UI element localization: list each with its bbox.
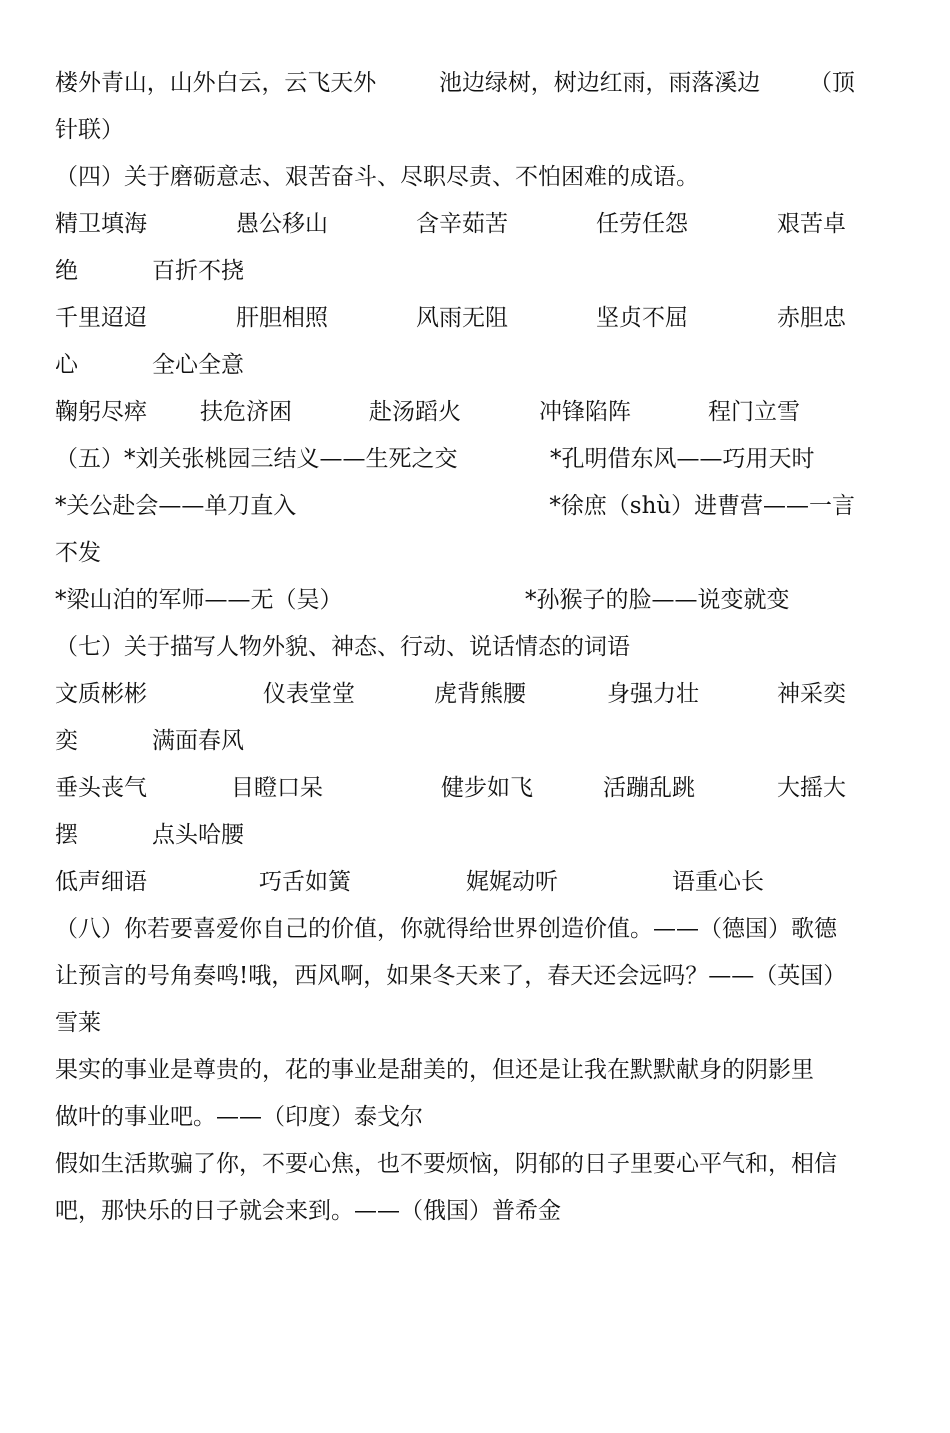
phrase-row (55, 671, 855, 718)
quote-line (55, 953, 855, 1000)
phrase: 低声细语 (55, 869, 147, 895)
couplet-type-label-end: 针联） (55, 117, 124, 143)
idiom: 愚公移山 (236, 211, 328, 237)
phrase-row (55, 765, 855, 812)
phrase-fragment: 摆 (55, 822, 78, 848)
quote-line (55, 1000, 855, 1047)
phrase: 文质彬彬 (55, 681, 147, 707)
phrase: 神采奕 (777, 681, 846, 707)
quote-text: 假如生活欺骗了你，不要心焦，也不要烦恼，阴郁的日子里要心平气和，相信 (55, 1151, 837, 1177)
phrase: 目瞪口呆 (231, 775, 323, 801)
phrase: 巧舌如簧 (259, 869, 351, 895)
idiom: 风雨无阻 (416, 305, 508, 331)
allegory: *徐庶（shù）进曹营——一言 (549, 493, 855, 519)
idiom-row (55, 342, 855, 389)
section-7-heading (55, 624, 855, 671)
idiom-fragment: 心 (55, 352, 78, 378)
quote-text: 吧，那快乐的日子就会来到。——（俄国）普希金 (55, 1198, 561, 1224)
couplet-type-label: （顶 (809, 70, 855, 96)
allegory: *孙猴子的脸——说变就变 (525, 587, 790, 613)
idiom: 赴汤蹈火 (369, 399, 461, 425)
quote-line (55, 906, 855, 953)
phrase-row (55, 812, 855, 859)
allegory-fragment: 不发 (55, 540, 101, 566)
idiom: 百折不挠 (152, 258, 244, 284)
idiom: 鞠躬尽瘁 (55, 399, 147, 425)
idiom: 任劳任怨 (596, 211, 688, 237)
couplet-second-part: 池边绿树，树边红雨，雨落溪边 (439, 70, 761, 96)
idiom-fragment: 绝 (55, 258, 78, 284)
allegory: *关公赴会——单刀直入 (55, 493, 297, 519)
phrase-row (55, 718, 855, 765)
allegory-row (55, 530, 855, 577)
phrase: 活蹦乱跳 (603, 775, 695, 801)
quote-line (55, 1047, 855, 1094)
idiom: 千里迢迢 (55, 305, 147, 331)
allegory: *孔明借东风——巧用天时 (550, 446, 815, 472)
phrase-row (55, 859, 855, 906)
idiom-row (55, 248, 855, 295)
allegory: *梁山泊的军师——无（吴） (55, 587, 343, 613)
phrase: 娓娓动听 (466, 869, 558, 895)
phrase: 仪表堂堂 (263, 681, 355, 707)
idiom-row (55, 295, 855, 342)
idiom: 扶危济困 (200, 399, 292, 425)
section-heading-text: （四）关于磨砺意志、艰苦奋斗、尽职尽责、不怕困难的成语。 (55, 164, 699, 190)
couplet-line-continued (55, 107, 855, 154)
phrase: 点头哈腰 (152, 822, 244, 848)
idiom: 艰苦卓 (777, 211, 846, 237)
quote-line (55, 1188, 855, 1235)
idiom: 含辛茹苦 (416, 211, 508, 237)
couplet-line (55, 60, 853, 107)
idiom-row (55, 389, 855, 436)
allegory-row (55, 436, 855, 483)
phrase: 大摇大 (777, 775, 846, 801)
allegory-row (55, 483, 854, 530)
idiom: 全心全意 (152, 352, 244, 378)
quote-line (55, 1094, 855, 1141)
allegory: （五）*刘关张桃园三结义——生死之交 (55, 446, 458, 472)
phrase: 满面春风 (152, 728, 244, 754)
idiom-row (55, 201, 855, 248)
phrase: 身强力壮 (607, 681, 699, 707)
idiom: 程门立雪 (708, 399, 800, 425)
phrase: 虎背熊腰 (434, 681, 526, 707)
section-heading-text: （七）关于描写人物外貌、神态、行动、说话情态的词语 (55, 634, 630, 660)
section-4-heading (55, 154, 855, 201)
quote-line (55, 1141, 855, 1188)
quote-text: 做叶的事业吧。——（印度）泰戈尔 (55, 1104, 423, 1130)
quote-author: 雪莱 (55, 1010, 101, 1036)
phrase: 语重心长 (672, 869, 764, 895)
phrase: 垂头丧气 (55, 775, 147, 801)
idiom: 坚贞不屈 (596, 305, 688, 331)
couplet-first-part: 楼外青山，山外白云，云飞天外 (55, 70, 377, 96)
phrase: 健步如飞 (441, 775, 533, 801)
idiom: 冲锋陷阵 (539, 399, 631, 425)
idiom: 赤胆忠 (777, 305, 846, 331)
quote-text: 让预言的号角奏鸣!哦，西风啊，如果冬天来了，春天还会远吗？——（英国） (55, 963, 847, 989)
idiom: 精卫填海 (55, 211, 147, 237)
phrase-fragment: 奕 (55, 728, 78, 754)
quote-text: 果实的事业是尊贵的，花的事业是甜美的，但还是让我在默默献身的阴影里 (55, 1057, 814, 1083)
quote-text: （八）你若要喜爱你自己的价值，你就得给世界创造价值。——（德国）歌德 (55, 916, 837, 942)
allegory-row (55, 577, 855, 624)
idiom: 肝胆相照 (236, 305, 328, 331)
